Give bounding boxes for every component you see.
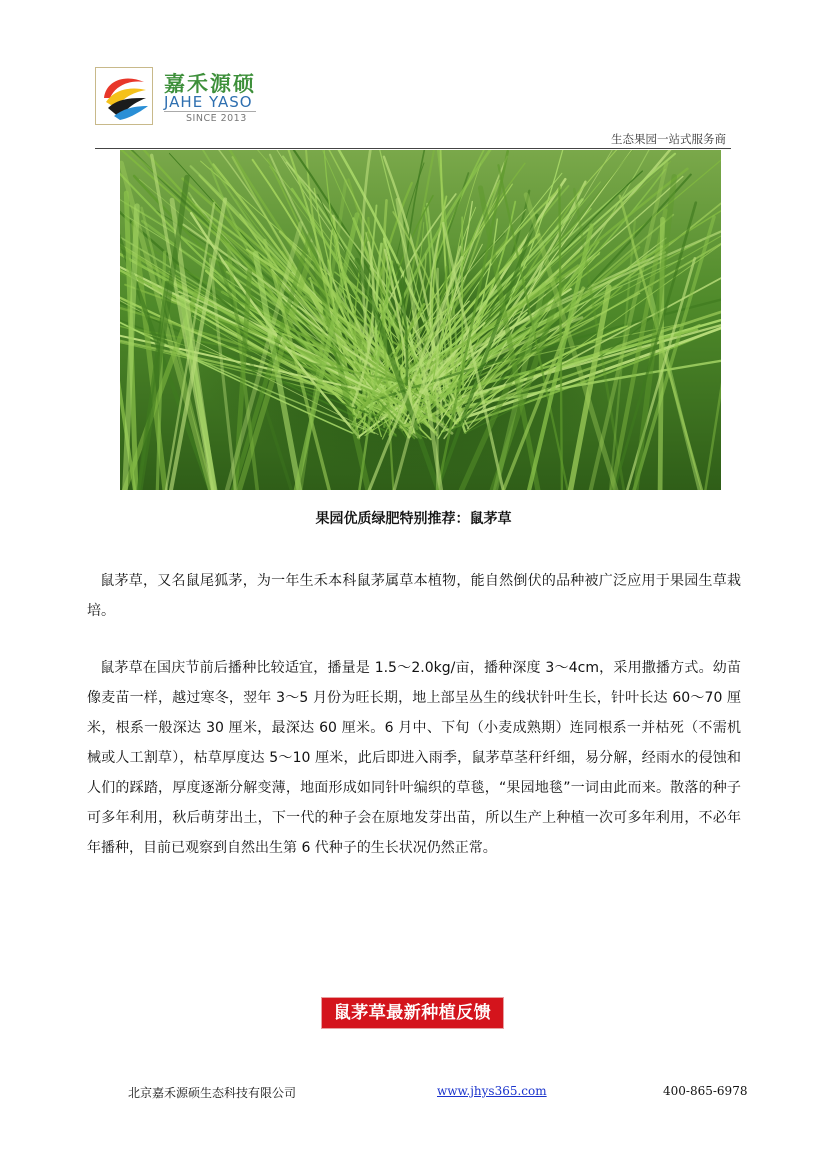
- brand-name-en: JAHE YASO: [164, 93, 253, 111]
- grass-photo: [120, 150, 721, 490]
- logo-swoosh-icon: [96, 68, 152, 124]
- footer-website-link[interactable]: www.jhys365.com: [437, 1084, 547, 1098]
- intro-paragraph-text: 鼠茅草，又名鼠尾狐茅，为一年生禾本科鼠茅属草本植物，能自然倒伏的品种被广泛应用于果园生草栽培。: [87, 573, 741, 619]
- grass-illustration: [120, 150, 721, 490]
- photo-caption: 果园优质绿肥特别推荐：鼠茅草: [315, 511, 512, 527]
- brand-divider: [164, 111, 256, 112]
- company-logo: [95, 67, 153, 125]
- header-rule: [95, 148, 731, 149]
- footer-company: 北京嘉禾源硕生态科技有限公司: [128, 1086, 297, 1100]
- planting-paragraph: [87, 653, 741, 863]
- brand-name-cn: 嘉禾源硕: [164, 71, 256, 96]
- brand-since: SINCE 2013: [186, 113, 247, 124]
- intro-paragraph: [87, 566, 741, 626]
- planting-paragraph-text: 鼠茅草在国庆节前后播种比较适宜，播量是 1.5～2.0kg/亩，播种深度 3～4cm，采用撒播方式。幼苗像麦苗一样，越过寒冬，翌年 3～5 月份为旺长期，地上部呈丛生的线状针叶生长，针叶长达 60～70 厘米，根系一般深达 30 厘米，最深达 60 厘米。6 月中、下旬（小麦成熟期）连同根系一并枯死（不需机械或人工割草），枯草厚度达 5～10 厘米，此后即进入雨季，鼠茅草茎秆纤细，易分解，经雨水的侵蚀和人们的踩踏，厚度逐渐分解变薄，地面形成如同针叶编织的草毯，“果园地毯”一词由此而来。散落的种子可多年利用，秋后萌芽出土，下一代的种子会在原地发芽出苗，所以生产上种植一次可多年利用，不必年年播种，目前已观察到自然出生第 6 代种子的生长状况仍然正常。: [87, 660, 741, 856]
- footer-phone: 400-865-6978: [663, 1084, 748, 1098]
- header-tagline: 生态果园一站式服务商: [611, 132, 726, 146]
- feedback-banner: 鼠茅草最新种植反馈: [322, 998, 503, 1028]
